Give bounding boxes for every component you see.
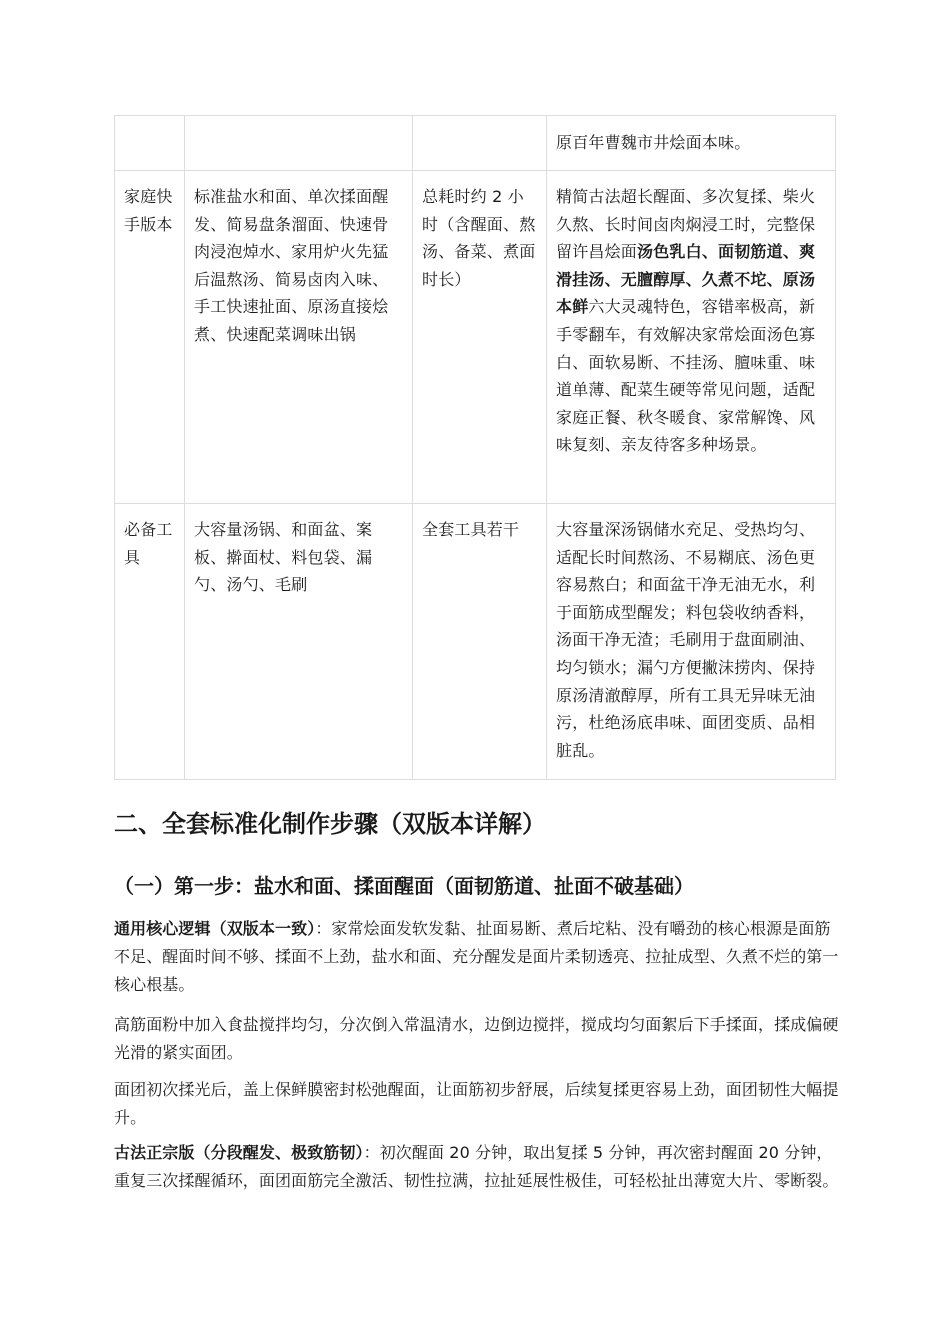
paragraph-label: 古法正宗版（分段醒发、极致筋韧） bbox=[114, 1143, 364, 1162]
table-row bbox=[115, 171, 836, 504]
description-cell bbox=[547, 171, 836, 504]
row-header-cell: 家庭快手版本 bbox=[115, 171, 185, 504]
subsection-heading: （一）第一步：盐水和面、揉面醒面（面韧筋道、扯面不破基础） bbox=[114, 874, 694, 898]
paragraph-text: 高筋面粉中加入食盐搅拌均匀，分次倒入常温清水，边倒边搅拌，搅成均匀面絮后下手揉面，揉成偏硬光滑的紧实面团。 bbox=[114, 1015, 839, 1062]
table-cell: 原百年曹魏市井烩面本味。 bbox=[547, 116, 836, 171]
description-text: 精简古法超长醒面、多次复揉、柴火久熬、长时间卤肉焖浸工时，完整保留许昌烩面 bbox=[556, 187, 816, 262]
table-cell bbox=[185, 116, 413, 171]
paragraph-text: ：家常烩面发软发黏、扯面易断、煮后坨粘、没有嚼劲的核心根源是面筋不足、醒面时间不够、揉面不上劲，盐水和面、充分醒发是面片柔韧透亮、拉扯成型、久煮不烂的第一核心根基。 bbox=[114, 919, 839, 994]
table-row bbox=[115, 116, 836, 171]
comparison-table bbox=[114, 115, 836, 780]
paragraph-text: ：初次醒面 20 分钟，取出复揉 5 分钟，再次密封醒面 20 分钟，重复三次揉醒循环，面团面筋完全激活、韧性拉满，拉扯延展性极佳，可轻松扯出薄宽大片、零断裂。 bbox=[114, 1143, 839, 1190]
time-cell: 总耗时约 2 小时（含醒面、熬汤、备菜、煮面时长） bbox=[413, 171, 547, 504]
method-cell: 标准盐水和面、单次揉面醒发、简易盘条溜面、快速骨肉浸泡焯水、家用炉火先猛后温熬汤、简易卤肉入味、手工快速扯面、原汤直接烩煮、快速配菜调味出锅 bbox=[185, 171, 413, 504]
description-highlight: 汤色乳白、面韧筋道、爽滑挂汤、无膻醇厚、久煮不坨、原汤本鲜 bbox=[556, 242, 816, 317]
paragraph bbox=[114, 915, 846, 999]
row-header-cell: 必备工具 bbox=[115, 504, 185, 780]
section-heading: 二、全套标准化制作步骤（双版本详解） bbox=[114, 810, 546, 838]
description-cell: 大容量深汤锅储水充足、受热均匀、适配长时间熬汤、不易糊底、汤色更容易熬白；和面盆干净无油无水，利于面筋成型醒发；料包袋收纳香料，汤面干净无渣；毛刷用于盘面刷油、均匀锁水；漏勺方便撇沫捞肉、保持原汤清澈醇厚，所有工具无异味无油污，杜绝汤底串味、面团变质、品相脏乱。 bbox=[547, 504, 836, 780]
paragraph-label: 通用核心逻辑（双版本一致） bbox=[114, 919, 316, 938]
paragraph bbox=[114, 1076, 846, 1132]
table-cell bbox=[413, 116, 547, 171]
method-cell: 大容量汤锅、和面盆、案板、擀面杖、料包袋、漏勺、汤勺、毛刷 bbox=[185, 504, 413, 780]
table-cell bbox=[115, 116, 185, 171]
time-cell: 全套工具若干 bbox=[413, 504, 547, 780]
paragraph bbox=[114, 1139, 846, 1195]
table-row bbox=[115, 504, 836, 780]
paragraph bbox=[114, 1011, 846, 1067]
paragraph-text: 面团初次揉光后，盖上保鲜膜密封松弛醒面，让面筋初步舒展，后续复揉更容易上劲，面团韧性大幅提升。 bbox=[114, 1080, 839, 1127]
description-text: 六大灵魂特色，容错率极高，新手零翻车，有效解决家常烩面汤色寡白、面软易断、不挂汤、膻味重、味道单薄、配菜生硬等常见问题，适配家庭正餐、秋冬暖食、家常解馋、风味复刻、亲友待客多种场景。 bbox=[556, 297, 816, 455]
